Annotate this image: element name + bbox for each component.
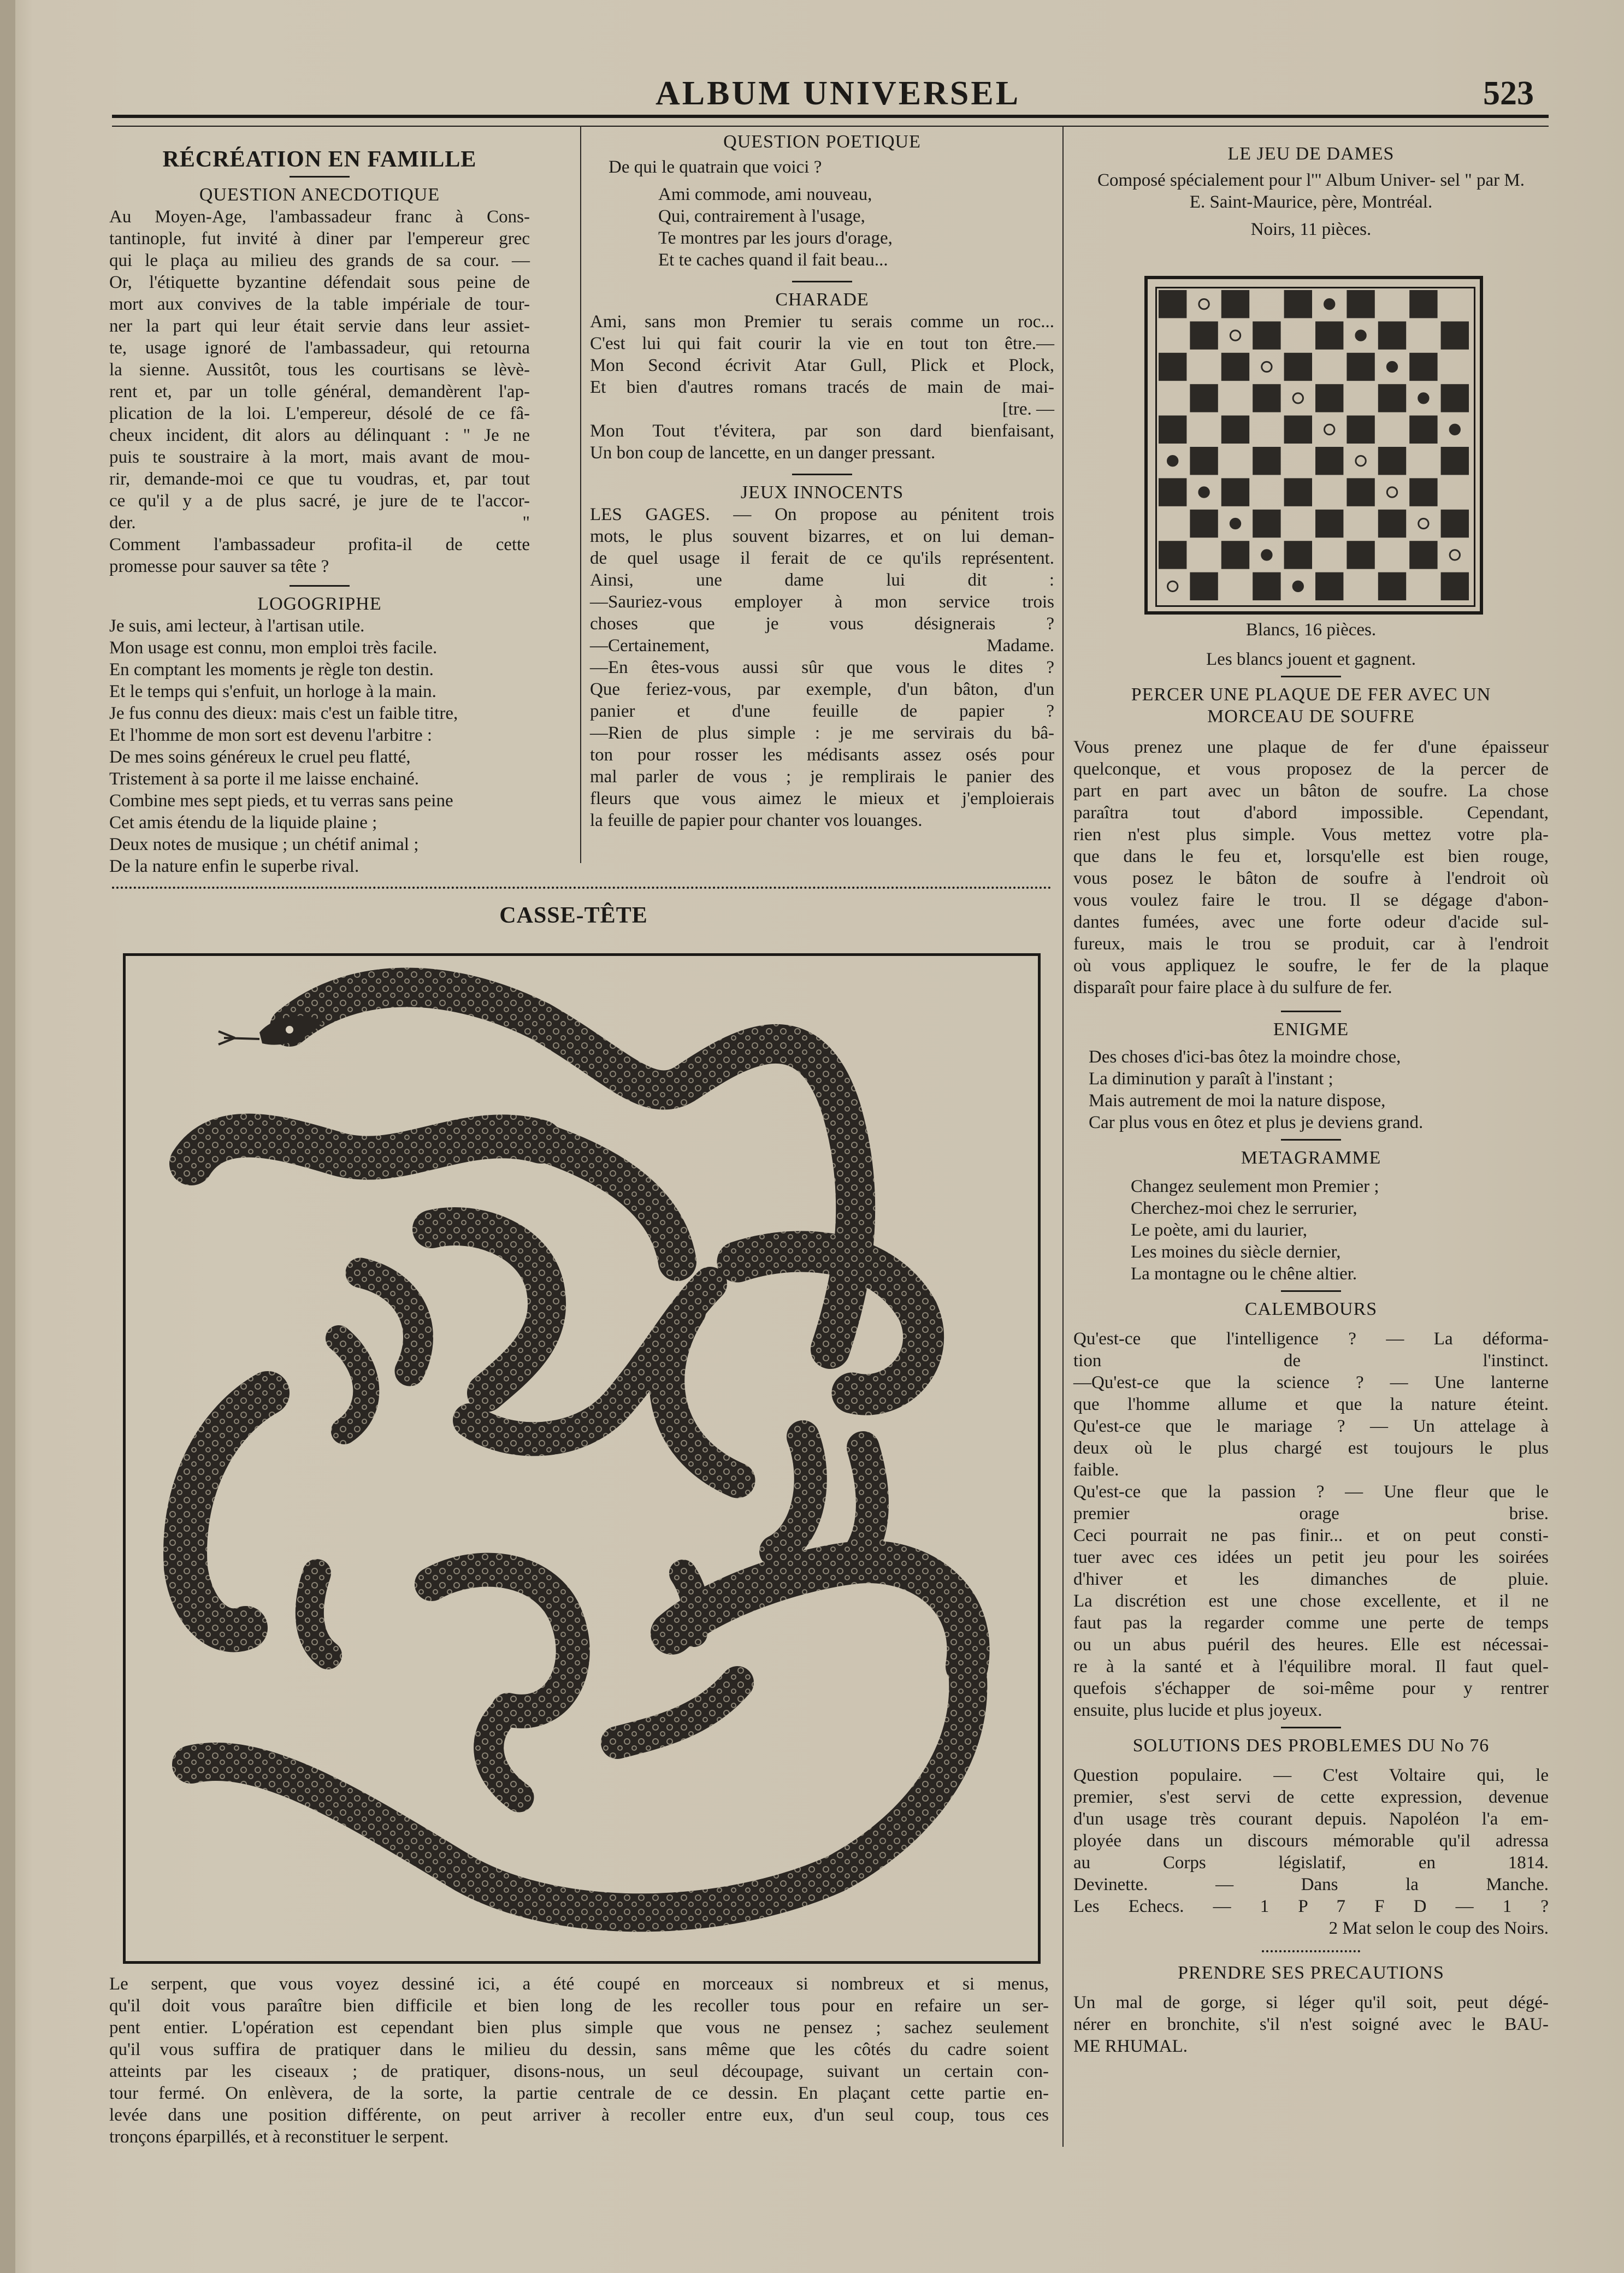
divider <box>792 281 852 282</box>
text-line: Combine mes sept pieds, et tu verras sans peine <box>109 791 453 811</box>
board-dark-square <box>1378 510 1406 538</box>
text-line: nérer en bronchite, s'il n'est soigné avec le BAU- <box>1073 2015 1549 2034</box>
text-line: tronçons éparpillés, et à reconstituer le serpent. <box>109 2127 449 2147</box>
text-line: mort aux convives de la table impériale de tour- <box>109 294 530 314</box>
divider <box>290 176 350 178</box>
white-piece <box>1387 487 1397 497</box>
board-light-square <box>1190 290 1218 318</box>
text-line: Cherchez-moi chez le serrurier, <box>1131 1199 1357 1218</box>
text-line: Et te caches quand il fait beau... <box>658 250 888 270</box>
divider <box>1281 1727 1341 1728</box>
checkerboard-grid <box>1157 288 1471 602</box>
text-line: tour fermé. On enlèvera, de la sorte, la partie centrale de ce dessin. En plaçant cette partie en- <box>109 2083 1049 2103</box>
text-line: panier et d'une feuille de papier ? <box>590 701 1054 721</box>
precautions-title: PRENDRE SES PRECAUTIONS <box>1178 1963 1444 1983</box>
text-line: Un bon coup de lancette, en un danger pressant. <box>590 443 936 463</box>
black-piece <box>1450 424 1460 434</box>
board-dark-square <box>1284 541 1312 569</box>
text-line: levée dans une position différente, on peut arriver à recoller entre eux, d'un seul coup, tous ces <box>109 2105 1049 2125</box>
board-dark-square <box>1253 447 1280 475</box>
board-dark-square <box>1409 478 1437 506</box>
precautions-body <box>1073 1992 1549 2057</box>
text-line: Le serpent, que vous voyez dessiné ici, a été coupé en morceaux si nombreux et si menus, <box>109 1974 1049 1994</box>
text-line: LES GAGES. — On propose au pénitent trois <box>590 505 1054 524</box>
text-line: promesse pour sauver sa tête ? <box>109 557 329 576</box>
text-line: En comptant les moments je règle ton destin. <box>109 660 434 680</box>
page-fold-shadow <box>0 0 15 2273</box>
snake-segment <box>310 1573 328 1655</box>
solutions-body <box>1073 1764 1549 1939</box>
text-line: ensuite, plus lucide et plus joyeux. <box>1073 1701 1322 1720</box>
text-line: que dans le feu et, lorsqu'elle est bien rouge, <box>1073 847 1549 866</box>
board-dark-square <box>1409 353 1437 381</box>
snake-puzzle-illustration <box>126 956 1032 1956</box>
black-piece <box>1419 393 1428 403</box>
text-line: Qu'est-ce que la passion ? — Une fleur que le <box>1073 1482 1549 1502</box>
text-line: Qui, contrairement à l'usage, <box>658 206 865 226</box>
board-dark-square <box>1347 353 1374 381</box>
board-dark-square <box>1315 572 1343 600</box>
white-piece <box>1356 456 1366 466</box>
text-line: Ami commode, ami nouveau, <box>658 185 872 204</box>
logogriphe-title: LOGOGRIPHE <box>257 594 382 614</box>
board-light-square <box>1315 478 1343 506</box>
text-line: plication de la loi. L'empereur, désolé de ce fâ- <box>109 404 530 423</box>
jeu-de-dames-credit: Composé spécialement pour l'" Album Univer- sel " par M. E. Saint-Maurice, père, Montréal. <box>1097 170 1525 212</box>
text-line: qui le plaça au milieu des grands de sa cour. — <box>109 251 530 270</box>
text-line: —En êtes-vous aussi sûr que vous le dites ? <box>590 658 1054 677</box>
board-dark-square <box>1190 572 1218 600</box>
board-light-square <box>1284 321 1312 349</box>
black-piece <box>1356 330 1366 340</box>
question-anecdotique-title: QUESTION ANECDOTIQUE <box>199 185 440 205</box>
text-line: mots, le plus souvent bizarres, et on lui deman- <box>590 527 1054 546</box>
board-light-square <box>1409 572 1437 600</box>
board-dark-square <box>1315 447 1343 475</box>
text-line: qu'il doit vous paraître bien difficile et bien long de les recoller tous pour en refaire un ser- <box>109 1996 1049 2016</box>
board-light-square <box>1253 290 1280 318</box>
board-light-square <box>1159 321 1186 349</box>
text-line: d'hiver et les dimanches de pluie. <box>1073 1569 1549 1589</box>
board-light-square <box>1221 321 1249 349</box>
black-piece <box>1168 456 1178 466</box>
text-line: Question populaire. — C'est Voltaire qui, le <box>1073 1766 1549 1785</box>
middle-column <box>590 131 1054 831</box>
text-line: rir, demande-moi ce que tu voudras, et, par tout <box>109 469 530 489</box>
page-number: 523 <box>1483 75 1534 112</box>
board-dark-square <box>1221 478 1249 506</box>
board-dark-square <box>1253 572 1280 600</box>
text-line: Deux notes de musique ; un chétif animal ; <box>109 835 419 854</box>
text-line: Mon Second écrivit Atar Gull, Plick et Plock, <box>590 356 1054 375</box>
text-line: Devinette. — Dans la Manche. <box>1073 1875 1549 1894</box>
question-poetique-intro: De qui le quatrain que voici ? <box>609 157 822 177</box>
board-dark-square <box>1253 384 1280 412</box>
snake-segment <box>432 1226 547 1393</box>
text-line: fureux, mais le trou se produit, car à l'endroit <box>1073 934 1549 954</box>
snake-segment <box>776 1437 811 1551</box>
board-light-square <box>1409 510 1437 538</box>
divider <box>1281 1011 1341 1012</box>
checkerboard <box>1155 287 1475 607</box>
board-dark-square <box>1190 447 1218 475</box>
text-line: premier, s'est servi de cette expression, devenue <box>1073 1787 1549 1807</box>
board-light-square <box>1347 384 1374 412</box>
board-dark-square <box>1253 510 1280 538</box>
board-dark-square <box>1159 290 1186 318</box>
board-dark-square <box>1221 290 1249 318</box>
board-light-square <box>1441 290 1469 318</box>
white-piece <box>1325 424 1334 434</box>
text-line: der. " <box>109 513 530 533</box>
board-light-square <box>1159 384 1186 412</box>
text-line: part en part avec un bâton de soufre. La chose <box>1073 781 1549 801</box>
board-light-square <box>1441 541 1469 569</box>
text-line: premier orage brise. <box>1073 1504 1549 1524</box>
text-line: de quel usage il ferait de ce qu'ils représentent. <box>590 548 1054 568</box>
snake-segment <box>683 1573 696 1633</box>
snake-segment <box>541 1142 677 1262</box>
board-dark-square <box>1315 384 1343 412</box>
board-light-square <box>1221 384 1249 412</box>
text-line: choses que je vous désignerais ? <box>590 614 1054 634</box>
board-dark-square <box>1284 416 1312 444</box>
board-dark-square <box>1347 416 1374 444</box>
text-line: Te montres par les jours d'orage, <box>658 228 893 248</box>
text-line: Qu'est-ce que le mariage ? — Un attelage à <box>1073 1416 1549 1436</box>
board-light-square <box>1315 416 1343 444</box>
board-light-square <box>1441 353 1469 381</box>
enigme-body <box>1073 1046 1549 1133</box>
text-line: où vous appliquez le soufre, le fer de la plaque <box>1073 956 1549 976</box>
text-line: tantinople, fut invité à diner par l'empereur grec <box>109 229 530 249</box>
snake-segment <box>339 1338 366 1431</box>
text-line: [tre. — <box>1002 399 1054 419</box>
board-dark-square <box>1347 541 1374 569</box>
board-dark-square <box>1190 510 1218 538</box>
text-line: La discrétion est une chose excellente, et il ne <box>1073 1591 1549 1611</box>
text-line: re à la santé et à l'équilibre moral. Il faut quel- <box>1073 1657 1549 1676</box>
text-line: ce qu'il y a de plus sacré, je jure de te l'accor- <box>109 491 530 511</box>
board-light-square <box>1378 478 1406 506</box>
divider <box>1281 1290 1341 1292</box>
board-dark-square <box>1378 384 1406 412</box>
white-piece <box>1168 581 1178 591</box>
snake-head <box>218 1016 322 1045</box>
text-line: Tristement à sa porte il me laisse enchainé. <box>109 769 419 789</box>
board-dark-square <box>1190 321 1218 349</box>
board-dark-square <box>1409 541 1437 569</box>
left-column <box>109 149 530 877</box>
text-line: —Certainement, Madame. <box>590 636 1054 656</box>
text-line: pent entier. L'opération est cependant bien plus simple que vous ne pensez ; sachez seulement <box>109 2018 1049 2038</box>
text-line: mal parler de vous ; je remplirais le panier des <box>590 767 1054 787</box>
board-dark-square <box>1159 478 1186 506</box>
metagramme-body <box>1073 1176 1549 1285</box>
black-piece <box>1230 518 1240 528</box>
black-piece <box>1387 362 1397 371</box>
text-line: Que feriez-vous, par exemple, d'un bâton, d'un <box>590 680 1054 699</box>
white-piece <box>1262 362 1272 371</box>
text-line: atteints par les ciseaux ; de pratiquer, disons-nous, un seul découpage, suivant un certain con- <box>109 2062 1049 2081</box>
text-line: ner la part qui leur était servie dans leur assiet- <box>109 316 530 336</box>
board-dark-square <box>1315 321 1343 349</box>
board-dark-square <box>1159 541 1186 569</box>
board-dark-square <box>1378 321 1406 349</box>
text-line: Car plus vous en ôtez et plus je deviens grand. <box>1089 1113 1424 1132</box>
right-column <box>1073 619 1549 2057</box>
snake-puzzle-frame <box>123 953 1041 1964</box>
text-line: —Sauriez-vous employer à mon service trois <box>590 592 1054 612</box>
text-line: Ami, sans mon Premier tu serais comme un roc... <box>590 312 1054 332</box>
question-poetique-title: QUESTION POETIQUE <box>723 132 921 152</box>
calembours-body <box>1073 1328 1549 1721</box>
solutions-title: SOLUTIONS DES PROBLEMES DU No 76 <box>1132 1735 1490 1756</box>
board-dark-square <box>1221 416 1249 444</box>
board-dark-square <box>1253 321 1280 349</box>
text-line: ployée dans un discours mémorable qu'il adressa <box>1073 1831 1549 1851</box>
blancs-count: Blancs, 16 pièces. <box>1245 620 1377 640</box>
casse-tete-body <box>109 1973 1049 2148</box>
divider <box>290 585 350 587</box>
text-line: quefois s'échapper de soi-même pour y rentrer <box>1073 1679 1549 1698</box>
board-dark-square <box>1221 541 1249 569</box>
quatrain <box>590 184 1054 271</box>
board-dark-square <box>1409 416 1437 444</box>
charade-body <box>590 311 1054 464</box>
text-line: Les moines du siècle dernier, <box>1131 1242 1341 1262</box>
text-line: Mais autrement de moi la nature dispose, <box>1089 1091 1386 1111</box>
text-line: ME RHUMAL. <box>1073 2036 1188 2056</box>
text-line: disparaît pour faire place à du sulfure de fer. <box>1073 978 1392 997</box>
board-dark-square <box>1409 290 1437 318</box>
board-dark-square <box>1347 290 1374 318</box>
snake-segment <box>617 1682 737 1743</box>
text-line: De la nature enfin le superbe rival. <box>109 857 359 876</box>
board-dark-square <box>1190 384 1218 412</box>
masthead-title: ALBUM UNIVERSEL <box>655 75 1021 112</box>
text-line: C'est lui qui fait courir la vie en tout ton être.— <box>590 334 1054 353</box>
board-light-square <box>1441 478 1469 506</box>
text-line: rien n'est plus simple. Vous mettez votre pla- <box>1073 825 1549 845</box>
text-line: Et le temps qui s'enfuit, un horloge à la main. <box>109 682 436 701</box>
board-dark-square <box>1378 572 1406 600</box>
board-light-square <box>1221 447 1249 475</box>
snake-segment <box>185 1393 268 1630</box>
board-light-square <box>1221 572 1249 600</box>
board-dark-square <box>1347 478 1374 506</box>
white-piece <box>1419 518 1428 528</box>
text-line: tion de l'instinct. <box>1073 1351 1549 1371</box>
text-line: Or, l'étiquette byzantine défendait sous peine de <box>109 273 530 292</box>
board-light-square <box>1253 353 1280 381</box>
charade-title: CHARADE <box>775 290 869 310</box>
board-light-square <box>1409 447 1437 475</box>
board-light-square <box>1190 416 1218 444</box>
text-line: Cet amis étendu de la liquide plaine ; <box>109 813 377 833</box>
jeux-innocents-title: JEUX INNOCENTS <box>740 482 904 503</box>
board-dark-square <box>1284 290 1312 318</box>
calembours-title: CALEMBOURS <box>1244 1299 1378 1319</box>
casse-tete-title: CASSE-TÊTE <box>499 903 648 928</box>
text-line: la feuille de papier pour chanter vos louanges. <box>590 811 923 830</box>
text-line: vous voulez faire le trou. Il se dégage d'abon- <box>1073 890 1549 910</box>
board-light-square <box>1378 290 1406 318</box>
white-piece <box>1293 393 1303 403</box>
white-piece <box>1450 550 1460 560</box>
board-light-square <box>1315 353 1343 381</box>
noirs-count: Noirs, 11 pièces. <box>1250 220 1372 239</box>
board-light-square <box>1315 541 1343 569</box>
board-light-square <box>1378 416 1406 444</box>
text-line: ton pour rosser les médisants assez osés pour <box>590 745 1054 765</box>
board-light-square <box>1159 510 1186 538</box>
blancs-jouent: Les blancs jouent et gagnent. <box>1206 650 1416 669</box>
board-light-square <box>1347 510 1374 538</box>
board-light-square <box>1347 447 1374 475</box>
enigme-title: ENIGME <box>1273 1019 1349 1040</box>
board-dark-square <box>1441 572 1469 600</box>
text-line: tuer avec ces idées un petit jeu pour les soirées <box>1073 1548 1549 1567</box>
divider <box>792 474 852 475</box>
text-line: d'un usage très courant depuis. Napoléon l'a em- <box>1073 1809 1549 1829</box>
snake-segment <box>432 1570 573 1711</box>
board-light-square <box>1253 416 1280 444</box>
text-line: Au Moyen-Age, l'ambassadeur franc à Cons- <box>109 207 530 227</box>
divider <box>1281 1139 1341 1141</box>
board-light-square <box>1284 510 1312 538</box>
text-line: vous posez le bâton de soufre à l'endroit où <box>1073 869 1549 888</box>
text-line: que l'homme allume et que la nature éteint. <box>1073 1395 1549 1414</box>
text-line: cheux incident, dit alors au délinquant : " Je ne <box>109 426 530 445</box>
text-line: au Corps législatif, en 1814. <box>1073 1853 1549 1873</box>
text-line: te, usage ignoré de l'ambassadeur, qui retourna <box>109 338 530 358</box>
board-light-square <box>1159 572 1186 600</box>
text-line: Qu'est-ce que l'intelligence ? — La déforma- <box>1073 1329 1549 1349</box>
wavy-divider <box>112 882 1052 889</box>
black-piece <box>1262 550 1272 560</box>
text-line: quelconque, et vous proposez de la percer de <box>1073 759 1549 779</box>
text-line: La diminution y paraît à l'instant ; <box>1089 1069 1333 1089</box>
board-dark-square <box>1441 510 1469 538</box>
board-dark-square <box>1441 447 1469 475</box>
text-line: La montagne ou le chêne altier. <box>1131 1264 1357 1284</box>
text-line: Vous prenez une plaque de fer d'une épaisseur <box>1073 737 1549 757</box>
text-line: Je suis, ami lecteur, à l'artisan utile. <box>109 616 365 636</box>
board-dark-square <box>1284 478 1312 506</box>
black-piece <box>1325 299 1334 309</box>
board-dark-square <box>1284 353 1312 381</box>
text-line: faut pas la regarder comme une perte de temps <box>1073 1613 1549 1633</box>
text-line: Changez seulement mon Premier ; <box>1131 1177 1379 1196</box>
text-line: Mon usage est connu, mon emploi très facile. <box>109 638 438 658</box>
board-light-square <box>1190 541 1218 569</box>
board-light-square <box>1347 572 1374 600</box>
text-line: Et bien d'autres romans tracés de main de mai- <box>590 377 1054 397</box>
text-line: Je fus connu des dieux: mais c'est un faible titre, <box>109 704 458 723</box>
text-line: Et l'homme de mon sort est devenu l'arbitre : <box>109 725 433 745</box>
board-light-square <box>1190 353 1218 381</box>
board-light-square <box>1409 321 1437 349</box>
metagramme-title: METAGRAMME <box>1241 1148 1381 1168</box>
board-dark-square <box>1159 416 1186 444</box>
text-line: Comment l'ambassadeur profita-il de cette <box>109 535 530 554</box>
column-divider <box>1062 126 1064 2147</box>
text-line: la sienne. Aussitôt, tous les courtisans se lèvè- <box>109 360 530 380</box>
text-line: dantes fumées, avec une forte odeur d'acide sul- <box>1073 912 1549 932</box>
text-line: paraîtra tout d'abord impossible. Cependant, <box>1073 803 1549 823</box>
text-line: Ceci pourrait ne pas finir... et on peut consti- <box>1073 1526 1549 1545</box>
question-anecdotique-body <box>109 206 530 577</box>
column-divider <box>580 126 581 863</box>
text-line: deux où le plus chargé est toujours le plus <box>1073 1438 1549 1458</box>
text-line: —Qu'est-ce que la science ? — Une lanterne <box>1073 1373 1549 1392</box>
white-piece <box>1199 299 1209 309</box>
section-title: RÉCRÉATION EN FAMILLE <box>162 147 477 172</box>
text-line: Le poète, ami du laurier, <box>1131 1220 1308 1240</box>
text-line: Des choses d'ici-bas ôtez la moindre chose, <box>1089 1047 1401 1067</box>
text-line: Ainsi, une dame lui dit : <box>590 570 1054 590</box>
text-line: qu'il vous suffira de pratiquer dans le milieu du dessin, sans même que les côtés du cadre soient <box>109 2040 1049 2059</box>
board-dark-square <box>1221 353 1249 381</box>
board-light-square <box>1284 447 1312 475</box>
white-piece <box>1230 330 1240 340</box>
board-light-square <box>1253 478 1280 506</box>
wavy-divider <box>1262 1948 1360 1952</box>
board-dark-square <box>1441 384 1469 412</box>
board-dark-square <box>1378 447 1406 475</box>
logogriphe-body <box>109 615 530 877</box>
jeux-innocents-body <box>590 504 1054 831</box>
text-line: Un mal de gorge, si léger qu'il soit, peut dégé- <box>1073 1993 1549 2012</box>
board-light-square <box>1378 541 1406 569</box>
jeu-de-dames-title: LE JEU DE DAMES <box>1227 144 1395 164</box>
black-piece <box>1199 487 1209 497</box>
board-light-square <box>1284 384 1312 412</box>
percer-body <box>1073 736 1549 999</box>
text-line: Les Echecs. — 1 P 7 F D — 1 ? <box>1073 1897 1549 1916</box>
snake-segment <box>489 1710 519 1797</box>
header-rule <box>112 115 1549 127</box>
text-line: puis te soustraire à la mort, mais avant de mou- <box>109 447 530 467</box>
text-line: faible. <box>1073 1460 1119 1480</box>
divider <box>1281 676 1341 677</box>
black-piece <box>1293 581 1303 591</box>
board-dark-square <box>1441 321 1469 349</box>
snake-segment <box>672 1562 969 1666</box>
text-line: —Rien de plus simple : je me servirais du bâ- <box>590 723 1054 743</box>
board-dark-square <box>1159 353 1186 381</box>
snake-tail-segment <box>191 1666 968 1912</box>
percer-title: PERCER UNE PLAQUE DE FER AVEC UN MORCEAU DE SOUFRE <box>1131 684 1491 727</box>
text-line: rent et, par un tolle général, demandèrent l'ap- <box>109 382 530 402</box>
text-line: 2 Mat selon le coup des Noirs. <box>1328 1918 1549 1938</box>
snake-segment <box>191 1136 541 1164</box>
text-line: fleurs que vous aimez le mieux et j'emploierais <box>590 789 1054 808</box>
text-line: ou un abus puéril des heures. Elle est nécessai- <box>1073 1635 1549 1655</box>
text-line: De mes soins généreux le cruel peu flatté, <box>109 747 411 767</box>
right-column-top <box>1073 143 1549 240</box>
text-line: Mon Tout t'évitera, par son dard bienfaisant, <box>590 421 1054 441</box>
board-dark-square <box>1315 510 1343 538</box>
